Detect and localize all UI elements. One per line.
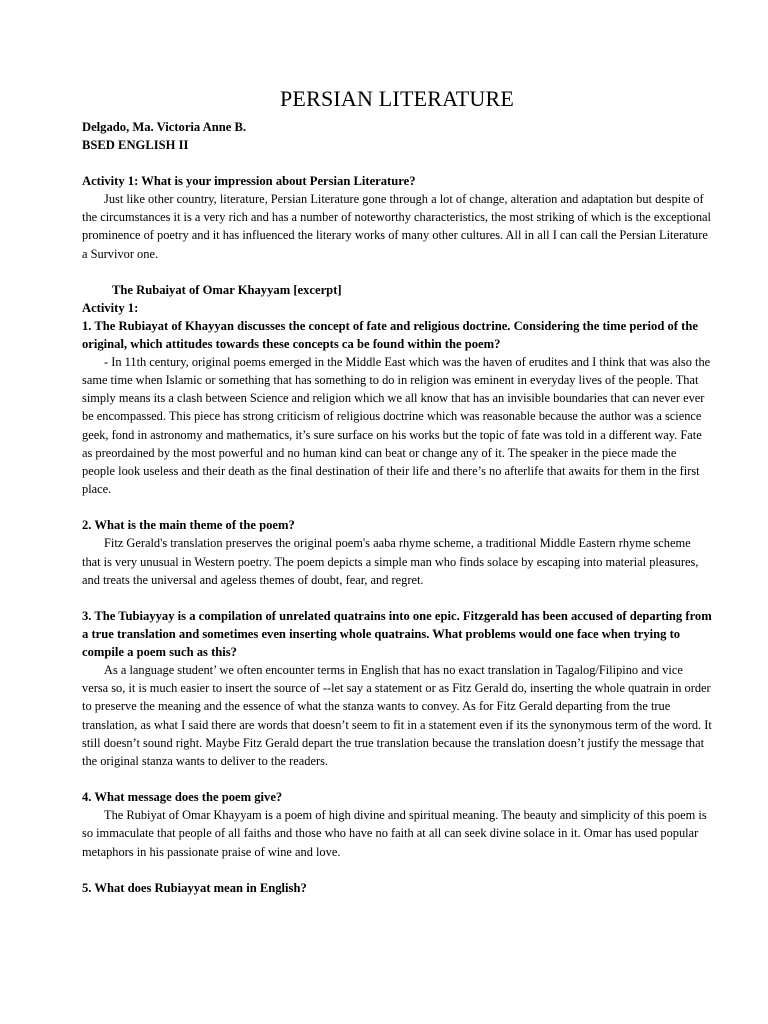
question-3-section [82, 607, 712, 770]
answer-1: - In 11th century, original poems emerged in the Middle East which was the haven of erudites and I think that was also the same time when Islamic or something that has something to do in religion was eminent in everyday lives of the people. That simply means its a clash between Science and religion which we all know that has an invisible boundaries that can never ever be encompassed. This piece has strong criticism of religious doctrine which was reasonable because the author was a science geek, fond in astronomy and mathematics, it’s sure surface on his works but the topic of fate was told in a different way. Fate as preordained by the most powerful and no human kind can beat or change any of it. The speaker in the piece made the people look useless and their death as the final destination of their life and there’s no afterlife that awaits for them in the first place. [82, 354, 711, 497]
activity-intro-section [82, 172, 712, 263]
question-5-section [82, 879, 712, 897]
activity-label: Activity 1: [82, 300, 139, 315]
section-subtitle: The Rubaiyat of Omar Khayyam [excerpt] [112, 282, 342, 297]
question-4: 4. What message does the poem give? [82, 790, 283, 805]
answer-4: The Rubiyat of Omar Khayyam is a poem of high divine and spiritual meaning. The beauty and simplicity of this poem is so immaculate that people of all faiths and those who have no faith at all can seek divine solace in it. Omar has used popular metaphors in his passionate praise of wine and love. [82, 808, 707, 859]
course-label: BSED ENGLISH II [82, 138, 189, 152]
page-title: PERSIAN LITERATURE [280, 86, 514, 111]
activity-intro-answer: Just like other country, literature, Persian Literature gone through a lot of change, alteration and adaptation but despite of the circumstances it is a very rich and has a number of noteworthy characteristics, the most striking of which is the exceptional prominence of poetry and it has influenced the literary works of many other cultures. All in all I can call the Persian Literature a Survivor one. [82, 192, 711, 261]
rubaiyat-section [82, 281, 712, 499]
question-2: 2. What is the main theme of the poem? [82, 518, 295, 533]
question-5: 5. What does Rubiayyat mean in English? [82, 880, 307, 895]
question-1: 1. The Rubiayat of Khayyan discusses the concept of fate and religious doctrine. Considering the time period of the original, which attitudes towards these concepts ca be found within the poem? [82, 318, 698, 351]
author-name: Delgado, Ma. Victoria Anne B. [82, 120, 247, 134]
question-2-section [82, 516, 712, 589]
document-page [82, 86, 712, 897]
activity-intro-question: Activity 1: What is your impression about Persian Literature? [82, 174, 416, 188]
question-3: 3. The Tubiayyay is a compilation of unrelated quatrains into one epic. Fitzgerald has been accused of departing from a true translation and sometimes even inserting whole quatrains. What problems would one face when trying to compile a poem such as this? [82, 609, 712, 660]
question-4-section [82, 788, 712, 861]
answer-2: Fitz Gerald's translation preserves the original poem's aaba rhyme scheme, a traditional Middle Eastern rhyme scheme that is very unusual in Western poetry. The poem depicts a simple man who finds solace by escaping into material pleasures, and treats the universal and ageless themes of doubt, fear, and regret. [82, 536, 699, 587]
answer-3: As a language student’ we often encounter terms in English that has no exact translation in Tagalog/Filipino and vice versa so, it is much easier to insert the source of --let say a statement or as Fitz Gerald do, inserting the whole quatrain in order to preserve the meaning and the essence of what the stanza wants to convey. As for Fitz Gerald departing from the true translation, as what I said there are words that doesn’t seem to fit in a statement even if its the synonymous term of the word. It still doesn’t sound right. Maybe Fitz Gerald depart the true translation because the translation doesn’t justify the message that the original stanza wants to deliver to the readers. [82, 663, 712, 769]
